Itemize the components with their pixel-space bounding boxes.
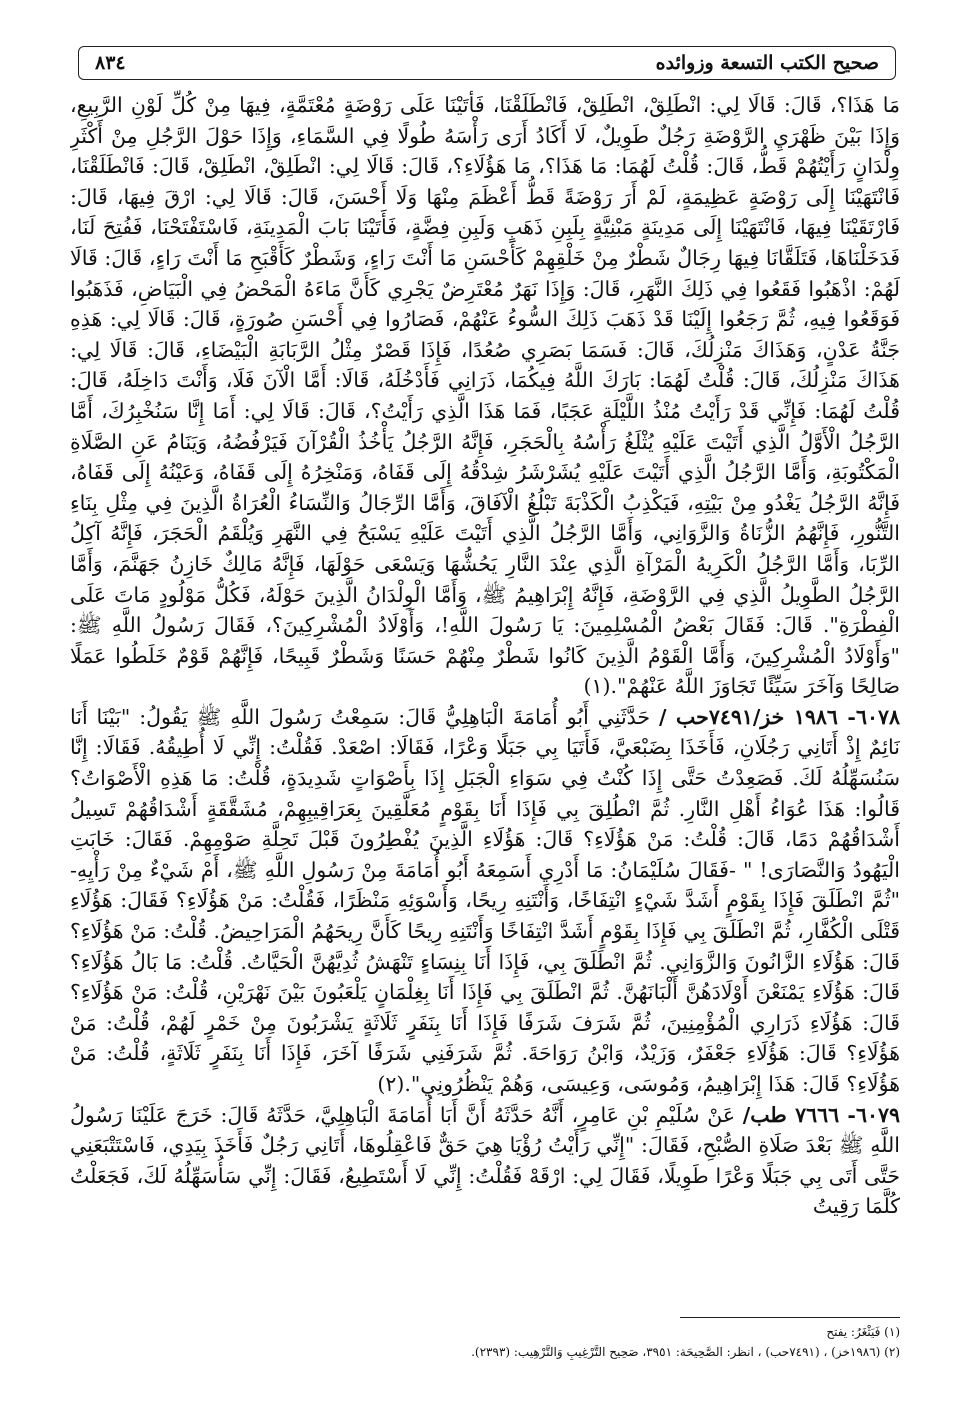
footnote-2: (٢) (١٩٨٦خز) ، (٧٤٩١حب) ، انظر: الصَّحِيحَة: ٣٩٥١، صَحِيح التَّرْغِيبِ وَالتَّرْهِيب: (٢٣٩٣). [471,1345,900,1359]
hadith-text: عَنْ سُلَيْمِ بْنِ عَامِرٍ، أَنَّهُ حَدَّثَهُ أَنَّ أَبَا أُمَامَةَ الْبَاهِلِيَّ، حَدَّثَهُ قَالَ: خَرَجَ عَلَيْنَا رَسُولُ اللَّهِ ﷺ بَعْدَ صَلَاةِ الصُّبْحِ، فَقَالَ: "إِنِّي رَأَيْتُ رُؤْيَا هِيَ حَقٌّ فَاعْقِلُوهَا، أَتَانِي رَجُلٌ فَأَخَذَ بِيَدِي، فَاسْتَتْبَعَنِي حَتَّى أَتَى بِي جَبَلًا وَعْرًا طَوِيلًا، فَقَالَ لِي: ارْقَهْ فَقُلْتُ: إِنِّي لَا أَسْتَطِيعُ، فَقَالَ: إِنِّي سَأُسَهِّلُهُ لَكَ، فَجَعَلْتُ كُلَّمَا رَقِيتُ [70,1102,900,1219]
hadith-6078 [70,702,900,1100]
hadith-text: حَدَّثَنِي أَبُو أُمَامَةَ الْبَاهِلِيُّ قَالَ: سَمِعْتُ رَسُولَ اللَّهِ ﷺ يَقُولُ: "بَيْنَا أَنَا نَائِمٌ إِذْ أَتَانِي رَجُلَانِ، فَأَخَذَا بِضَبْعَيَّ، فَأَتَيَا بِي جَبَلًا وَعْرًا، فَقَالَا: اصْعَدْ. فَقُلْتُ: إِنِّي لَا أُطِيقُهُ. فَقَالَا: إِنَّا سَنُسَهِّلُهُ لَكَ. فَصَعِدْتُ حَتَّى إِذَا كُنْتُ فِي سَوَاءِ الْجَبَلِ إِذَا بِأَصْوَاتٍ شَدِيدَةٍ، قُلْتُ: مَا هَذِهِ الْأَصْوَاتُ؟ قَالُوا: هَذَا عُوَاءُ أَهْلِ النَّارِ. ثُمَّ انْطُلِقَ بِي فَإِذَا أَنَا بِقَوْمٍ مُعَلَّقِينَ بِعَرَاقِيبِهِمْ، مُشَقَّقَةٍ أَشْدَاقُهُمْ تَسِيلُ أَشْدَاقُهُمْ دَمًا، قَالَ: قُلْتُ: مَنْ هَؤُلَاءِ؟ قَالَ: هَؤُلَاءِ الَّذِينَ يُفْطِرُونَ قَبْلَ تَحِلَّةِ صَوْمِهِمْ. فَقَالَ: خَابَتِ الْيَهُودُ وَالنَّصَارَى! " -فَقَالَ سُلَيْمَانُ: مَا أَدْرِي أَسَمِعَهُ أَبُو أُمَامَةَ مِنْ رَسُولِ اللَّهِ ﷺ، أَمْ شَيْءٌ مِنْ رَأْيِهِ- "ثُمَّ انْطَلَقَ فَإِذَا بِقَوْمٍ أَشَدَّ شَيْءٍ انْتِفَاخًا، وَأَنْتَنِهِ رِيحًا، وَأَسْوَئِهِ مَنْظَرًا، فَقُلْتُ: مَنْ هَؤُلَاءِ؟ فَقَالَ: هَؤُلَاءِ قَتْلَى الْكُفَّارِ، ثُمَّ انْطَلَقَ بِي فَإِذَا بِقَوْمٍ أَشَدَّ انْتِفَاخًا وَأَنْتَنِهِ رِيحًا كَأَنَّ رِيحَهُمُ الْمَرَاحِيضُ. قُلْتُ: مَنْ هَؤُلَاءِ؟ قَالَ: هَؤُلَاءِ الزَّانُونَ وَالزَّوَانِي. ثُمَّ انْطَلَقَ بِي، فَإِذَا أَنَا بِنِسَاءٍ تَنْهَشُ ثُدِيَّهُنَّ الْحَيَّاتُ. قُلْتُ: مَا بَالُ هَؤُلَاءِ؟ قَالَ: هَؤُلَاءِ يَمْنَعْنَ أَوْلَادَهُنَّ أَلْبَانَهُنَّ. ثُمَّ انْطَلَقَ بِي فَإِذَا أَنَا بِغِلْمَانٍ يَلْعَبُونَ بَيْنَ نَهْرَيْنِ، قُلْتُ: مَنْ هَؤُلَاءِ؟ قَالَ: هَؤُلَاءِ ذَرَارِي الْمُؤْمِنِينَ، ثُمَّ شَرَفَ شَرَفًا فَإِذَا أَنَا بِنَفَرٍ ثَلَاثَةٍ يَشْرَبُونَ مِنْ خَمْرٍ لَهُمْ، قُلْتُ: مَنْ هَؤُلَاءِ؟ قَالَ: هَؤُلَاءِ جَعْفَرٌ، وَزَيْدٌ، وَابْنُ رَوَاحَةَ. ثُمَّ شَرَفَنِي شَرَفًا آخَرَ، فَإِذَا أَنَا بِنَفَرٍ ثَلَاثَةٍ، قُلْتُ: مَنْ هَؤُلَاءِ؟ قَالَ: هَذَا إِبْرَاهِيمُ، وَمُوسَى، وَعِيسَى، وَهُمْ يَنْظُرُونِي".(٢) [70,704,900,1096]
hadith-number: ٦٠٧٩- ٧٦٦٦ طب/ [742,1102,900,1127]
footnote-1: (١) فَيَثْغَرُ: يفتح [826,1325,900,1339]
hadith-continuation: مَا هَذَا؟، قَالَ: قَالَا لِي: انْطَلِقْ، انْطَلِقْ، فَانْطَلَقْنَا، فَأَتَيْنَا عَلَى رَوْضَةٍ مُعْتَمَّةٍ، فِيهَا مِنْ كُلِّ لَوْنِ الرَّبِيعِ، وَإِذَا بَيْنَ ظَهْرَيِ الرَّوْضَةِ رَجُلٌ طَوِيلٌ، لَا أَكَادُ أَرَى رَأْسَهُ طُولًا فِي السَّمَاءِ، وَإِذَا حَوْلَ الرَّجُلِ مِنْ أَكْثَرِ وِلْدَانٍ رَأَيْتُهُمْ قَطُّ، قَالَ: قُلْتُ لَهُمَا: مَا هَذَا؟، مَا هَؤُلَاءِ؟، قَالَ: قَالَا لِي: انْطَلِقْ، انْطَلِقْ، قَالَ: فَانْطَلَقْنَا، فَانْتَهَيْنَا إِلَى رَوْضَةٍ عَظِيمَةٍ، لَمْ أَرَ رَوْضَةً قَطُّ أَعْظَمَ مِنْهَا وَلَا أَحْسَنَ، قَالَ: قَالَا لِي: ارْقَ فِيهَا، قَالَ: فَارْتَقَيْنَا فِيهَا، فَانْتَهَيْنَا إِلَى مَدِينَةٍ مَبْنِيَّةٍ بِلَبِنِ ذَهَبٍ وَلَبِنِ فِضَّةٍ، فَأَتَيْنَا بَابَ الْمَدِينَةِ، فَاسْتَفْتَحْنَا، فَفُتِحَ لَنَا، فَدَخَلْنَاهَا، فَتَلَقَّانَا فِيهَا رِجَالٌ شَطْرٌ مِنْ خَلْقِهِمْ كَأَحْسَنِ مَا أَنْتَ رَاءٍ، وَشَطْرٌ كَأَقْبَحِ مَا أَنْتَ رَاءٍ، قَالَ: قَالَا لَهُمْ: اذْهَبُوا فَقَعُوا فِي ذَلِكَ النَّهَرِ، قَالَ: وَإِذَا نَهَرٌ مُعْتَرِضٌ يَجْرِي كَأَنَّ مَاءَهُ الْمَحْضُ فِي الْبَيَاضِ، فَذَهَبُوا فَوَقَعُوا فِيهِ، ثُمَّ رَجَعُوا إِلَيْنَا قَدْ ذَهَبَ ذَلِكَ السُّوءُ عَنْهُمْ، فَصَارُوا فِي أَحْسَنِ صُورَةٍ، قَالَ: قَالَا لِي: هَذِهِ جَنَّةُ عَدْنٍ، وَهَذَاكَ مَنْزِلُكَ، قَالَ: فَسَمَا بَصَرِي صُعُدًا، فَإِذَا قَصْرٌ مِثْلُ الرَّبَابَةِ الْبَيْضَاءِ، قَالَ: قَالَا لِي: هَذَاكَ مَنْزِلُكَ، قَالَ: قُلْتُ لَهُمَا: بَارَكَ اللَّهُ فِيكُمَا، ذَرَانِي فَأَدْخُلَهُ، قَالَا: أَمَّا الْآنَ فَلَا، وَأَنْتَ دَاخِلَهُ، قَالَ: قُلْتُ لَهُمَا: فَإِنِّي قَدْ رَأَيْتُ مُنْذُ اللَّيْلَةِ عَجَبًا، فَمَا هَذَا الَّذِي رَأَيْتُ؟، قَالَ: قَالَا لِي: أَمَا إِنَّا سَنُخْبِرُكَ، أَمَّا الرَّجُلُ الْأَوَّلُ الَّذِي أَتَيْتَ عَلَيْهِ يُثْلَغُ رَأْسُهُ بِالْحَجَرِ، فَإِنَّهُ الرَّجُلُ يَأْخُذُ الْقُرْآنَ فَيَرْفُضُهُ، وَيَنَامُ عَنِ الصَّلَاةِ الْمَكْتُوبَةِ، وَأَمَّا الرَّجُلُ الَّذِي أَتَيْتَ عَلَيْهِ يُشَرْشَرُ شِدْقُهُ إِلَى قَفَاهُ، وَمَنْخِرُهُ إِلَى قَفَاهُ، وَعَيْنُهُ إِلَى قَفَاهُ، فَإِنَّهُ الرَّجُلُ يَغْدُو مِنْ بَيْتِهِ، فَيَكْذِبُ الْكَذْبَةَ تَبْلُغُ الْآفَاقَ، وَأَمَّا الرِّجَالُ وَالنِّسَاءُ الْعُرَاةُ الَّذِينَ فِي مِثْلِ بِنَاءِ التَّنُّورِ، فَإِنَّهُمُ الزُّنَاةُ وَالزَّوَانِي، وَأَمَّا الرَّجُلُ الَّذِي أَتَيْتَ عَلَيْهِ يَسْبَحُ فِي النَّهَرِ وَيُلْقَمُ الْحَجَرَ، فَإِنَّهُ آكِلُ الرِّبَا، وَأَمَّا الرَّجُلُ الْكَرِيهُ الْمَرْآةِ الَّذِي عِنْدَ النَّارِ يَحُشُّهَا وَيَسْعَى حَوْلَهَا، فَإِنَّهُ مَالِكٌ خَازِنُ جَهَنَّمَ، وَأَمَّا الرَّجُلُ الطَّوِيلُ الَّذِي فِي الرَّوْضَةِ، فَإِنَّهُ إِبْرَاهِيمُ ﷺ، وَأَمَّا الْوِلْدَانُ الَّذِينَ حَوْلَهُ، فَكُلُّ مَوْلُودٍ مَاتَ عَلَى الْفِطْرَةِ". قَالَ: فَقَالَ بَعْضُ الْمُسْلِمِينَ: يَا رَسُولَ اللَّهِ!، وَأَوْلَادُ الْمُشْرِكِينَ؟، فَقَالَ رَسُولُ اللَّهِ ﷺ: "وَأَوْلَادُ الْمُشْرِكِينَ، وَأَمَّا الْقَوْمُ الَّذِينَ كَانُوا شَطْرٌ مِنْهُمْ حَسَنًا وَشَطْرٌ قَبِيحًا، فَإِنَّهُمْ قَوْمٌ خَلَطُوا عَمَلًا صَالِحًا وَآخَرَ سَيِّئًا تَجَاوَزَ اللَّهُ عَنْهُمْ".(١) [70,93,900,699]
hadith-number: ٦٠٧٨- ١٩٨٦ خز/٧٤٩١حب / [659,704,900,729]
hadith-6079 [70,1100,900,1222]
footnote-separator [680,1317,900,1318]
book-title: صحيح الكتب التسعة وزوائده [655,52,879,74]
footnotes [70,1322,900,1362]
running-header [78,46,896,80]
main-text [70,90,900,1295]
page-number: ٨٣٤ [95,52,126,74]
